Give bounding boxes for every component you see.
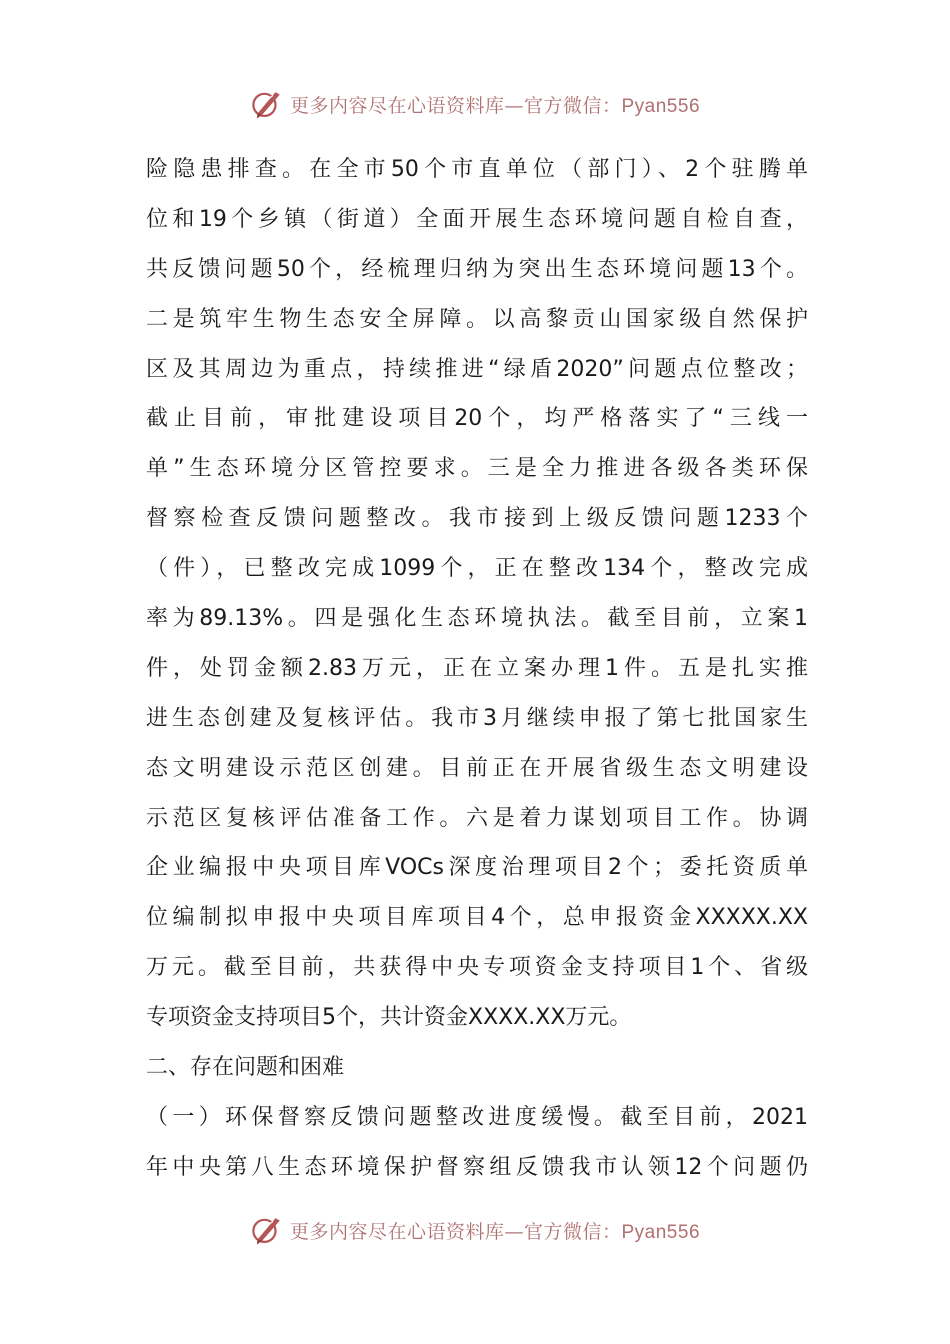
- text-line: 二是筑牢生物生态安全屏障。以高黎贡山国家级自然保护: [146, 306, 808, 332]
- text-line: 二、存在问题和困难: [146, 1055, 345, 1081]
- text-line: 态文明建设示范区创建。目前正在开展省级生态文明建设: [146, 755, 808, 781]
- watermark-text: 更多内容尽在心语资料库—官方微信：Pyan556: [289, 94, 701, 117]
- text-line: 件，处罚金额2.83万元，正在立案办理1件。五是扎实推: [146, 655, 808, 681]
- text-line: 险隐患排查。在全市50个市直单位（部门）、2个驻腾单: [146, 157, 808, 182]
- footer-watermark: [0, 1210, 950, 1250]
- text-line: 督察检查反馈问题整改。我市接到上级反馈问题1233个: [146, 506, 808, 532]
- text-line: 万元。截至目前，共获得中央专项资金支持项目1个、省级: [146, 955, 808, 981]
- text-line: 区及其周边为重点，持续推进“绿盾2020”问题点位整改；: [146, 356, 808, 382]
- header-watermark: [0, 84, 950, 124]
- watermark-wechat-id: Pyan556: [621, 95, 701, 117]
- text-line: 进生态创建及复核评估。我市3月继续申报了第七批国家生: [146, 705, 808, 731]
- text-line: 位编制拟申报中央项目库项目4个，总申报资金XXXXX.XX: [146, 905, 808, 931]
- quill-pen-logo-icon: [250, 1213, 284, 1247]
- text-line: 单”生态环境分区管控要求。三是全力推进各级各类环保: [146, 456, 808, 482]
- text-line: 企业编报中央项目库VOCs深度治理项目2个；委托资质单: [146, 855, 808, 881]
- text-line: 专项资金支持项目5个，共计资金XXXX.XX万元。: [146, 1005, 632, 1031]
- watermark-wechat-id: Pyan556: [621, 1221, 701, 1243]
- text-line: 年中央第八生态环境保护督察组反馈我市认领12个问题仍: [146, 1154, 808, 1180]
- text-line: （件），已整改完成1099个，正在整改134个，整改完成: [146, 556, 808, 582]
- text-line: 示范区复核评估准备工作。六是着力谋划项目工作。协调: [146, 805, 808, 831]
- text-line: （一）环保督察反馈问题整改进度缓慢。截至目前，2021: [146, 1104, 808, 1130]
- quill-pen-logo-icon: [250, 87, 284, 121]
- text-line: 截止目前，审批建设项目20个，均严格落实了“三线一: [146, 406, 808, 432]
- watermark-text: 更多内容尽在心语资料库—官方微信：Pyan556: [289, 1220, 701, 1243]
- text-line: 率为89.13%。四是强化生态环境执法。截至目前，立案1: [146, 606, 808, 632]
- document-body: [146, 145, 808, 1193]
- text-line: 共反馈问题50个，经梳理归纳为突出生态环境问题13个。: [146, 256, 808, 282]
- text-line: 位和19个乡镇（街道）全面开展生态环境问题自检自查，: [146, 206, 808, 232]
